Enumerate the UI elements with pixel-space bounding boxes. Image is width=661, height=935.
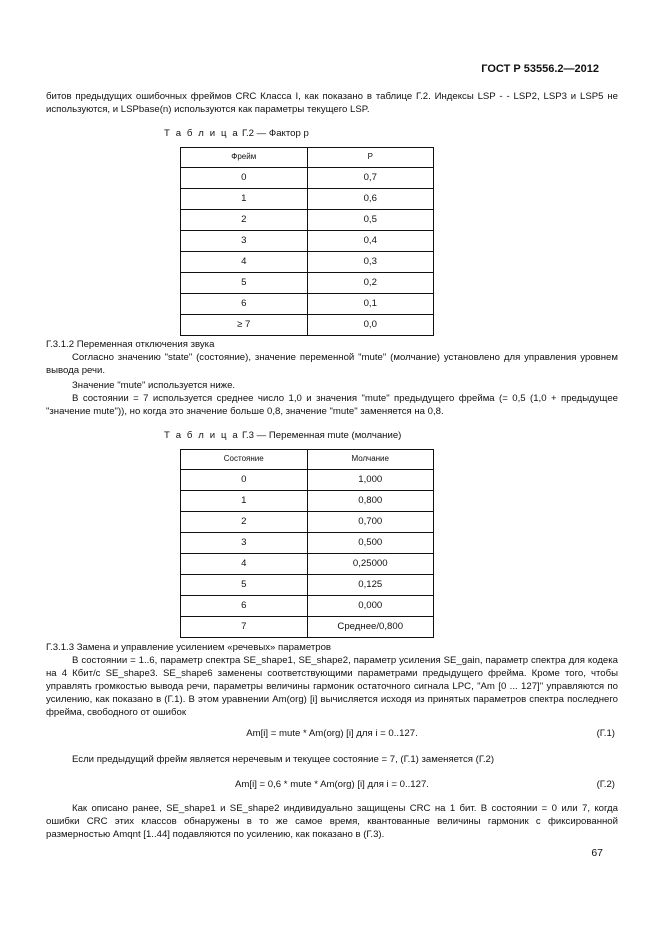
table-cell-key: 2 <box>181 512 308 533</box>
table-row <box>181 470 434 491</box>
table-row <box>181 554 434 575</box>
table-cell-value: 0,25000 <box>307 554 434 575</box>
table-cell-value: 0,2 <box>307 273 434 294</box>
table-row <box>181 617 434 638</box>
table-cell-key: 7 <box>181 617 308 638</box>
table-g2-body <box>181 168 434 336</box>
table-cell-value: 0,500 <box>307 533 434 554</box>
table-cell-key: 5 <box>181 273 308 294</box>
table-row <box>181 231 434 252</box>
table-g2-caption-label: Т а б л и ц а <box>164 128 240 139</box>
table-row <box>181 189 434 210</box>
table-cell-value: 0,0 <box>307 315 434 336</box>
table-cell-key: 0 <box>181 168 308 189</box>
table-g2-col2-header: P <box>307 148 434 168</box>
table-cell-value: 0,700 <box>307 512 434 533</box>
table-row <box>181 491 434 512</box>
table-cell-value: 0,4 <box>307 231 434 252</box>
table-cell-value: 0,800 <box>307 491 434 512</box>
table-cell-key: 6 <box>181 596 308 617</box>
table-g2-caption-text: Г.2 — Фактор p <box>241 128 309 139</box>
table-cell-key: 3 <box>181 533 308 554</box>
table-row <box>181 273 434 294</box>
section-g312-heading: Г.3.1.2 Переменная отключения звука <box>46 339 215 350</box>
table-cell-value: 0,1 <box>307 294 434 315</box>
table-cell-key: 4 <box>181 554 308 575</box>
table-cell-value: 0,5 <box>307 210 434 231</box>
table-row <box>181 512 434 533</box>
table-g2-col1-header: Фрейм <box>181 148 308 168</box>
table-row <box>181 533 434 554</box>
section-g313-p2: Если предыдущий фрейм является неречевым и текущее состояние = 7, (Г.1) заменяется (Г.2) <box>72 754 495 765</box>
intro-paragraph: битов предыдущих ошибочных фреймов CRC Класса I, как показано в таблице Г.2. Индексы LSP - - LSP2, LSP3 и LSP5 не используются, и LSPbase(n) используются как параметры текущего LSP. <box>46 91 618 115</box>
formula-g2-number: (Г.2) <box>596 779 615 790</box>
table-cell-value: 0,7 <box>307 168 434 189</box>
table-cell-value: 0,125 <box>307 575 434 596</box>
table-row <box>181 252 434 273</box>
table-row <box>181 596 434 617</box>
table-cell-value: 1,000 <box>307 470 434 491</box>
table-row <box>181 575 434 596</box>
table-cell-value: Среднее/0,800 <box>307 617 434 638</box>
table-g3-caption <box>164 430 401 443</box>
table-cell-key: 0 <box>181 470 308 491</box>
formula-g2: Am[i] = 0,6 * mute * Am(org) [i] для i = 0..127. <box>235 779 429 790</box>
section-g313-p3: Как описано ранее, SE_shape1 и SE_shape2 индивидуально защищены CRC на 1 бит. В состоянии = 0 или 7, когда ошибки CRC этих классов обнаружены в то же самое время, квантованные величины гармоник с фиксированной размерностью Amqnt [1..44] подавляются по усилению, как показано в (Г.3). <box>46 803 618 840</box>
table-g2-caption <box>164 128 309 141</box>
table-cell-key: 2 <box>181 210 308 231</box>
table-row <box>181 294 434 315</box>
page-number: 67 <box>591 847 603 859</box>
table-cell-key: 1 <box>181 189 308 210</box>
table-cell-key: 1 <box>181 491 308 512</box>
table-cell-key: 6 <box>181 294 308 315</box>
table-g3-caption-text: Г.3 — Переменная mute (молчание) <box>241 430 402 441</box>
table-cell-key: 5 <box>181 575 308 596</box>
section-g313-p1: В состоянии = 1..6, параметр спектра SE_shape1, SE_shape2, параметр усиления SE_gain, параметр спектра для кодека на 4 Кбит/с SE_shape3. SE_shape6 заменены соответствующими параметрами предыдущего фрейма. Кроме того, чтобы управлять громкостью вывода речи, параметры величины гармоник остаточного сигнала LPC, "Am [0 ... 127]" управляются по усилению, как показано в (Г.1). В этом уравнении Am(org) [i] вычисляется исходя из принятых параметров спектра последнего фрейма, свободного от ошибок <box>46 655 618 718</box>
table-g2 <box>180 147 434 336</box>
section-g312-p3: В состоянии = 7 используется среднее число 1,0 и значения "mute" предыдущего фрейма (= 0,5 (1,0 + предыдущее "значение mute")), но когда это значение больше 0,8, значение "mute" заменяется на 0,8. <box>46 393 618 417</box>
formula-g1: Am[i] = mute * Am(org) [i] для i = 0..127. <box>246 728 418 739</box>
table-g3-caption-label: Т а б л и ц а <box>164 430 240 441</box>
section-g312-p1: Согласно значению "state" (состояние), значение переменной "mute" (молчание) установлено для управления уровнем вывода речи. <box>46 352 618 376</box>
table-cell-value: 0,3 <box>307 252 434 273</box>
table-row <box>181 315 434 336</box>
table-cell-value: 0,000 <box>307 596 434 617</box>
table-g3-body <box>181 470 434 638</box>
table-cell-value: 0,6 <box>307 189 434 210</box>
section-g312-p2: Значение "mute" используется ниже. <box>72 380 236 391</box>
table-g3 <box>180 449 434 638</box>
table-cell-key: ≥ 7 <box>181 315 308 336</box>
section-g313-heading: Г.3.1.3 Замена и управление усилением «речевых» параметров <box>46 642 332 653</box>
table-cell-key: 3 <box>181 231 308 252</box>
table-g3-col2-header: Молчание <box>307 450 434 470</box>
document-header: ГОСТ Р 53556.2—2012 <box>481 63 599 75</box>
table-row <box>181 210 434 231</box>
formula-g1-number: (Г.1) <box>596 728 615 739</box>
table-row <box>181 168 434 189</box>
table-cell-key: 4 <box>181 252 308 273</box>
table-g3-col1-header: Состояние <box>181 450 308 470</box>
